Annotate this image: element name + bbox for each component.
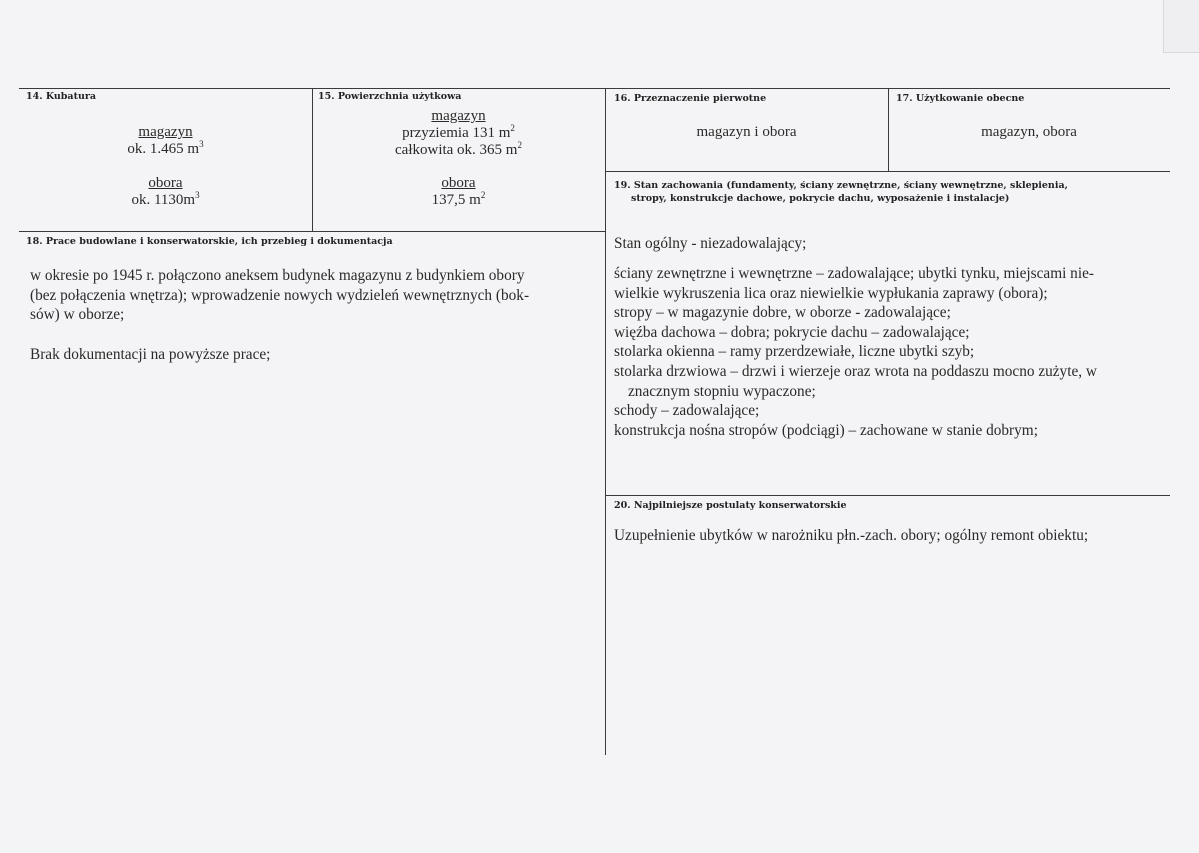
divider-top-18 [19,231,605,232]
powierzchnia-obora-label: obora [441,175,476,191]
stan-line: konstrukcja nośna stropów (podciągi) – zachowane w stanie dobrym; [614,421,1038,439]
kubatura-magazyn [19,124,312,158]
page-corner [1163,0,1199,53]
powierzchnia-calkowita: całkowita ok. 365 m [395,142,518,158]
prace-line: w okresie po 1945 r. połączono aneksem budynek magazynu z budynkiem obory [30,267,525,284]
powierzchnia-obora [312,175,605,209]
kubatura-obora-label: obora [148,175,183,191]
stan-line: znacznym stopniu wypaczone; [628,382,816,400]
powierzchnia-przyziemia: przyziemia 131 m [402,125,511,141]
postulaty-value: Uzupełnienie ubytków w narożniku płn.-zach. obory; ogólny remont obiektu; [614,527,1089,544]
przeznaczenie-value: magazyn i obora [696,124,797,140]
stan-line: stolarka drzwiowa – drzwi i wierzeje oraz wrota na poddaszu mocno zużyte, w [614,362,1097,380]
stan-line: więźba dachowa – dobra; pokrycie dachu – zadowalające; [614,323,970,341]
divider-left-right [605,88,606,755]
prace-line: sów) w oborze; [30,306,125,324]
kubatura-obora-value: ok. 1130m [131,192,196,208]
stan-general: Stan ogólny - niezadowalający; [614,235,807,252]
unit-superscript: 3 [199,139,204,149]
uzytkowanie-label: 17. Użytkowanie obecne [896,93,1025,104]
stan-details [614,264,1159,440]
powierzchnia-magazyn-label: magazyn [431,108,486,124]
divider-top-20 [605,495,1170,496]
table-top-border [19,88,1170,89]
unit-superscript: 3 [195,190,200,200]
kubatura-label: 14. Kubatura [26,91,97,102]
stan-label-line2: stropy, konstrukcje dachowe, pokrycie dachu, wyposażenie i instalacje) [631,193,1010,204]
stan-label-line1: 19. Stan zachowania (fundamenty, ściany zewnętrzne, ściany wewnętrzne, sklepienia, [614,180,1068,191]
kubatura-magazyn-label: magazyn [138,124,193,140]
stan-line: schody – zadowalające; [614,402,760,420]
kubatura-magazyn-value: ok. 1.465 m [127,141,200,157]
powierzchnia-obora-value: 137,5 m [431,192,481,208]
prace-line: (bez połączenia wnętrza); wprowadzenie nowych wydzieleń wewnętrznych (bok- [30,286,530,304]
prace-note: Brak dokumentacji na powyższe prace; [30,346,271,363]
powierzchnia-label: 15. Powierzchnia użytkowa [318,91,462,102]
prace-text [30,266,598,325]
unit-superscript: 2 [480,190,486,200]
przeznaczenie-label: 16. Przeznaczenie pierwotne [614,93,767,104]
prace-label: 18. Prace budowlane i konserwatorskie, ich przebieg i dokumentacja [26,236,393,247]
divider-top-19 [605,171,1170,172]
stan-label [614,179,1068,205]
stan-line: stolarka okienna – ramy przerdzewiałe, liczne ubytki szyb; [614,343,975,361]
stan-line: ściany zewnętrzne i wewnętrzne – zadowalające; ubytki tynku, miejscami nie- [614,265,1094,282]
powierzchnia-magazyn [312,108,605,159]
kubatura-obora [19,175,312,209]
stan-line: stropy – w magazynie dobre, w oborze - zadowalające; [614,304,951,322]
unit-superscript: 2 [517,140,522,150]
unit-superscript: 2 [510,123,515,133]
stan-line: wielkie wykruszenia lica oraz niewielkie wypłukania zaprawy (obora); [614,284,1048,302]
postulaty-label: 20. Najpilniejsze postulaty konserwatorskie [614,500,847,511]
uzytkowanie-value: magazyn, obora [981,124,1077,140]
